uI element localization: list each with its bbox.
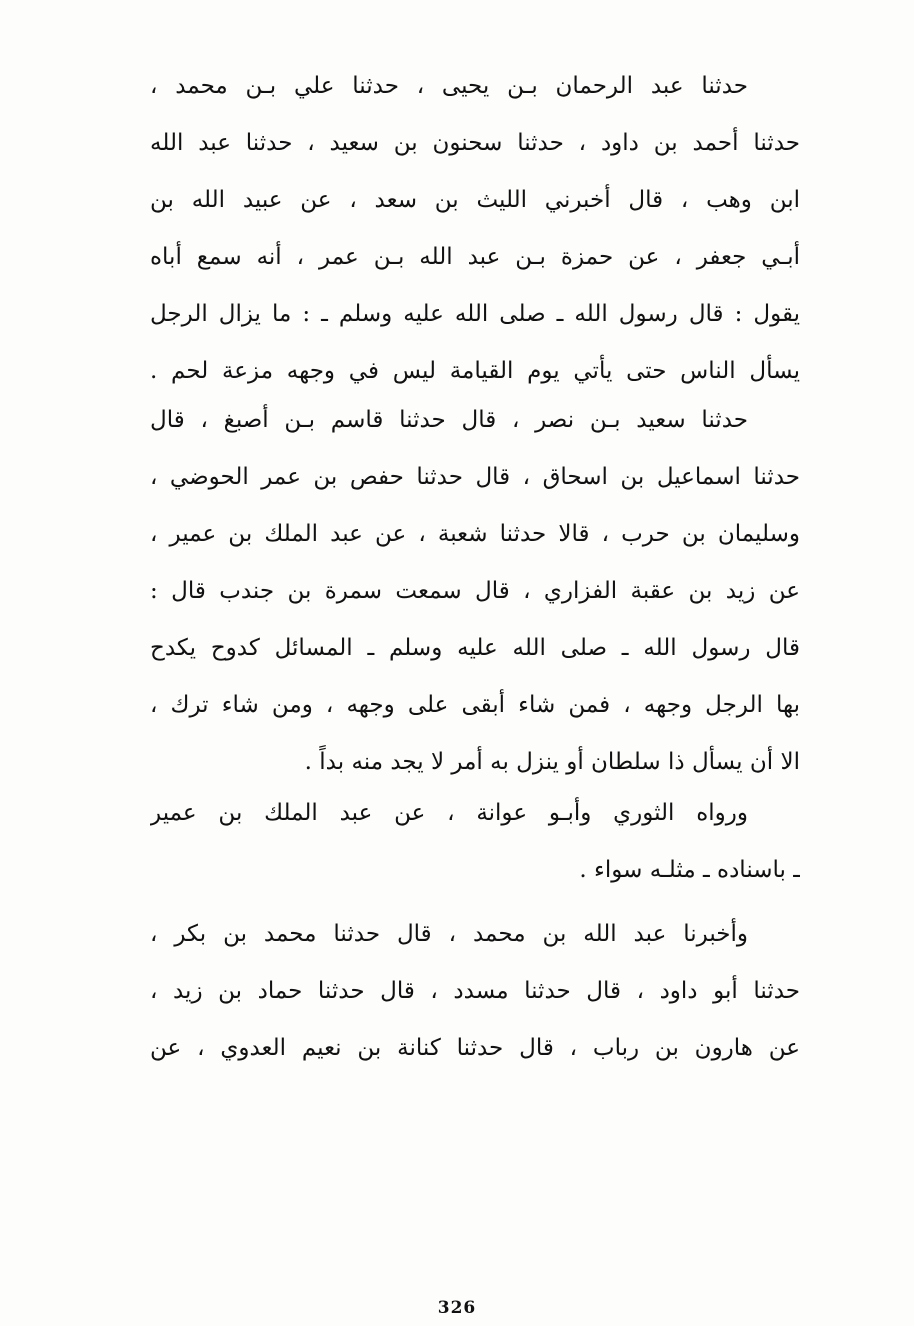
paragraph-line: عن هارون بن رباب ، قال حدثنا كنانة بن نعيم العدوي ، عن xyxy=(150,1035,800,1061)
paragraph-line: حدثنا أحمد بن داود ، حدثنا سحنون بن سعيد ، حدثنا عبد الله xyxy=(150,130,800,156)
paragraph-3 xyxy=(150,785,800,899)
paragraph-line: أبـي جعفر ، عن حمزة بـن عبد الله بـن عمر ، أنه سمع أباه xyxy=(150,244,800,270)
paragraph-line: حدثنا أبو داود ، قال حدثنا مسدد ، قال حدثنا حماد بن زيد ، xyxy=(150,978,800,1004)
paragraph-line: ـ باسناده ـ مثلـه سواء . xyxy=(579,857,800,883)
paragraph-line: وأخبرنا عبد الله بن محمد ، قال حدثنا محمد بن بكر ، xyxy=(150,921,748,947)
paragraph-line: حدثنا سعيد بـن نصر ، قال حدثنا قاسم بـن أصبغ ، قال xyxy=(150,407,748,433)
paragraph-line: ابن وهب ، قال أخبرني الليث بن سعد ، عن عبيد الله بن xyxy=(150,187,800,213)
paragraph-line: قال رسول الله ـ صلى الله عليه وسلم ـ المسائل كدوح يكدح xyxy=(150,635,800,661)
page-number: 326 xyxy=(437,1298,477,1318)
paragraph-4 xyxy=(150,906,800,1077)
paragraph-line: وسليمان بن حرب ، قالا حدثنا شعبة ، عن عبد الملك بن عمير ، xyxy=(150,521,800,547)
paragraph-line: بها الرجل وجهه ، فمن شاء أبقى على وجهه ، ومن شاء ترك ، xyxy=(150,692,800,718)
paragraph-1 xyxy=(150,58,800,400)
paragraph-2 xyxy=(150,392,800,791)
paragraph-line: يسأل الناس حتى يأتي يوم القيامة ليس في وجهه مزعة لحم . xyxy=(150,358,800,384)
paragraph-line: عن زيد بن عقبة الفزاري ، قال سمعت سمرة بن جندب قال : xyxy=(150,578,800,604)
paragraph-line: يقول : قال رسول الله ـ صلى الله عليه وسلم ـ : ما يزال الرجل xyxy=(150,301,800,327)
paragraph-line: ورواه الثوري وأبـو عوانة ، عن عبد الملك بن عمير xyxy=(150,800,748,826)
paragraph-line: حدثنا اسماعيل بن اسحاق ، قال حدثنا حفص بن عمر الحوضي ، xyxy=(150,464,800,490)
paragraph-line: حدثنا عبد الرحمان بـن يحيى ، حدثنا علي بـن محمد ، xyxy=(150,73,748,99)
paragraph-line: الا أن يسأل ذا سلطان أو ينزل به أمر لا يجد منه بداً . xyxy=(304,749,800,775)
